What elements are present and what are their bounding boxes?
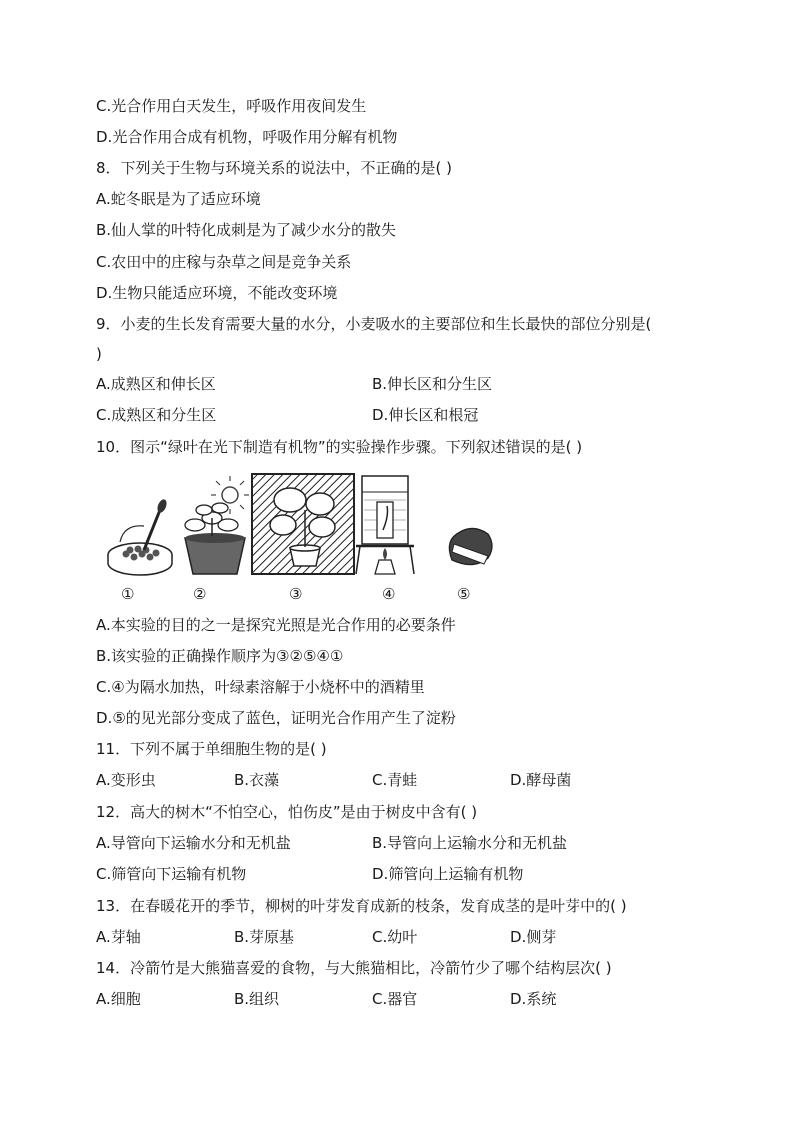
q8-option-c: C.农田中的庄稼与杂草之间是竞争关系	[96, 253, 352, 271]
figure-label-1: ①	[121, 585, 135, 603]
figure-label-5: ⑤	[457, 585, 471, 603]
q9-option-b: B.伸长区和分生区	[372, 375, 493, 393]
q11-option-b: B.衣藻	[234, 771, 280, 789]
potted-plant-sun-icon	[185, 476, 249, 574]
q14-option-a: A.细胞	[96, 990, 141, 1008]
q7-option-c: C.光合作用白天发生，呼吸作用夜间发生	[96, 97, 367, 115]
q13-option-d: D.侧芽	[510, 928, 557, 946]
figure-label-3: ③	[289, 585, 303, 603]
q8-option-b: B.仙人掌的叶特化成刺是为了减少水分的散失	[96, 221, 397, 239]
q12-option-b: B.导管向上运输水分和无机盐	[372, 834, 568, 852]
question-11: 11．下列不属于单细胞生物的是( )	[96, 740, 327, 758]
q8-option-a: A.蛇冬眠是为了适应环境	[96, 190, 261, 208]
q11-option-a: A.变形虫	[96, 771, 156, 789]
q12-option-a: A.导管向下运输水分和无机盐	[96, 834, 291, 852]
q14-option-b: B.组织	[234, 990, 280, 1008]
q13-option-b: B.芽原基	[234, 928, 295, 946]
q11-option-d: D.酵母菌	[510, 771, 572, 789]
question-9: 9．小麦的生长发育需要大量的水分，小麦吸水的主要部位和生长最快的部位分别是(	[96, 315, 652, 333]
q14-option-d: D.系统	[510, 990, 557, 1008]
petri-dish-icon	[108, 498, 172, 575]
q8-option-d: D.生物只能适应环境，不能改变环境	[96, 284, 338, 302]
q10-option-c: C.④为隔水加热，叶绿素溶解于小烧杯中的酒精里	[96, 678, 425, 696]
question-12: 12．高大的树木“不怕空心，怕伤皮”是由于树皮中含有( )	[96, 803, 478, 821]
q12-option-d: D.筛管向上运输有机物	[372, 865, 524, 883]
figure-label-2: ②	[193, 585, 207, 603]
q10-option-b: B.该实验的正确操作顺序为③②⑤④①	[96, 647, 344, 665]
question-9-end: )	[96, 345, 102, 363]
question-10: 10．图示“绿叶在光下制造有机物”的实验操作步骤。下列叙述错误的是( )	[96, 438, 583, 456]
q10-option-d: D.⑤的见光部分变成了蓝色，证明光合作用产生了淀粉	[96, 709, 456, 727]
q9-option-a: A.成熟区和伸长区	[96, 375, 216, 393]
q11-option-c: C.青蛙	[372, 771, 418, 789]
q9-option-d: D.伸长区和根冠	[372, 406, 479, 424]
stained-leaf-icon	[449, 528, 492, 564]
question-14: 14．冷箭竹是大熊猫喜爱的食物，与大熊猫相比，冷箭竹少了哪个结构层次( )	[96, 959, 612, 977]
question-13: 13．在春暖花开的季节，柳树的叶芽发育成新的枝条，发育成茎的是叶芽中的( )	[96, 897, 627, 915]
q14-option-c: C.器官	[372, 990, 418, 1008]
question-8: 8．下列关于生物与环境关系的说法中，不正确的是( )	[96, 159, 453, 177]
figure-label-4: ④	[382, 585, 396, 603]
water-bath-heating-icon	[356, 476, 414, 574]
q13-option-c: C.幼叶	[372, 928, 418, 946]
dark-box-plant-icon	[252, 474, 354, 574]
q7-option-d: D.光合作用合成有机物，呼吸作用分解有机物	[96, 128, 398, 146]
q13-option-a: A.芽轴	[96, 928, 141, 946]
q9-option-c: C.成熟区和分生区	[96, 406, 217, 424]
q10-option-a: A.本实验的目的之一是探究光照是光合作用的必要条件	[96, 616, 456, 634]
q12-option-c: C.筛管向下运输有机物	[96, 865, 247, 883]
